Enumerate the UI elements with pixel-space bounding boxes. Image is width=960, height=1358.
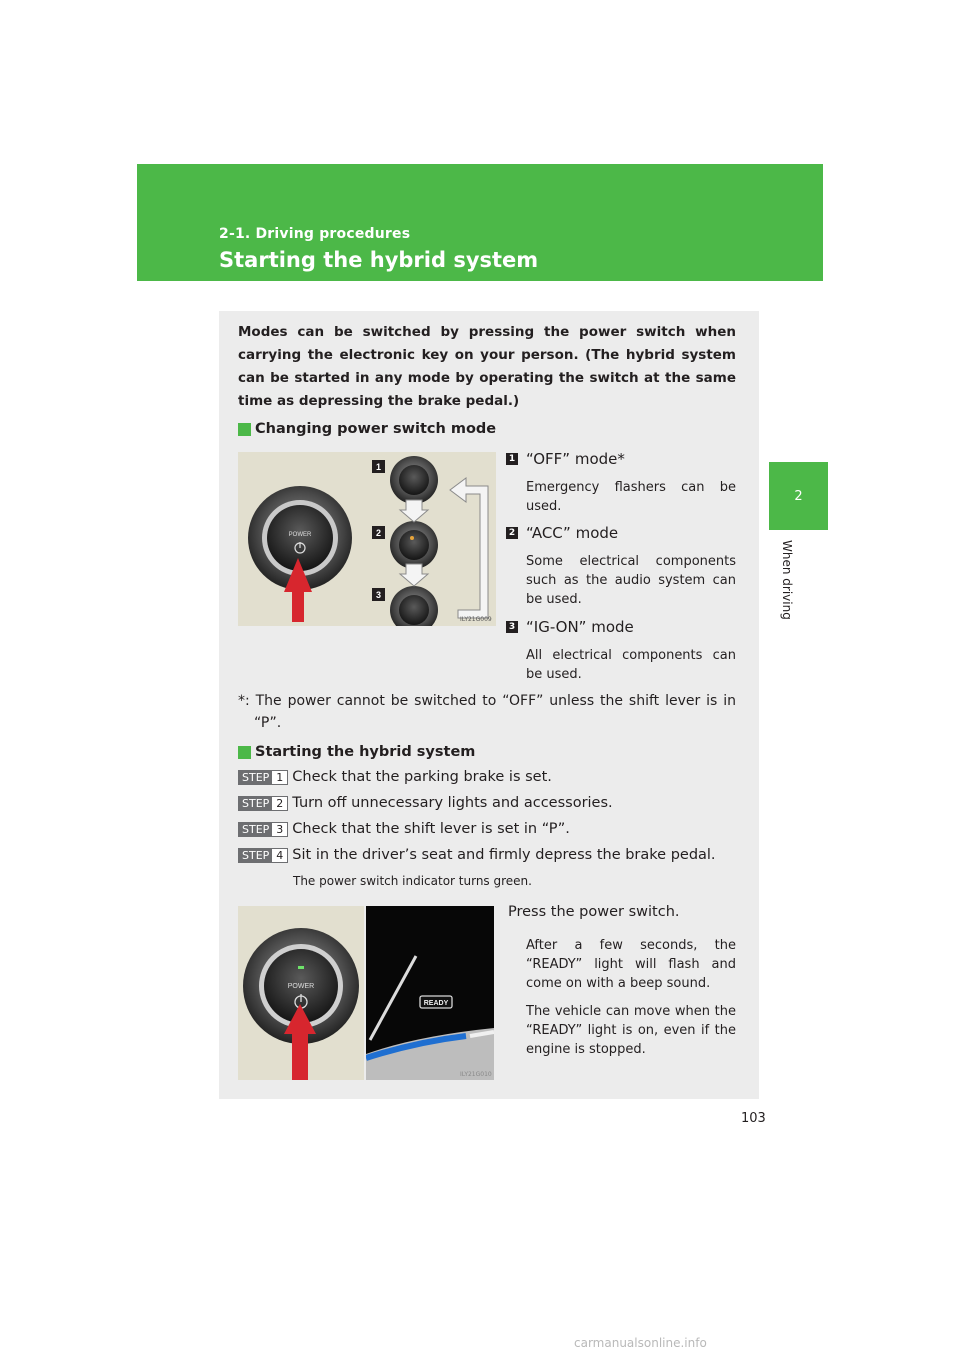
step-5-description: After a few seconds, the “READY” light will flash and come on with a beep sound. <box>526 938 736 991</box>
marker-2-icon: 2 <box>506 527 518 539</box>
chapter-header <box>137 164 823 281</box>
power-switch-mode-figure <box>238 452 496 626</box>
step-text: Turn off unnecessary lights and accessories. <box>292 795 613 811</box>
mode-description: All electrical components can be used. <box>526 648 736 682</box>
chapter-tab <box>769 462 828 530</box>
step-2 <box>238 795 613 811</box>
step-badge: STEP 4 <box>238 848 288 863</box>
footnote: *: The power cannot be switched to “OFF” unless the shift lever is in “P”. <box>238 693 736 731</box>
mode-off <box>506 450 625 468</box>
step-1 <box>238 769 552 785</box>
svg-text:POWER: POWER <box>287 983 315 990</box>
page-number: 103 <box>741 1111 766 1126</box>
step-text: Check that the parking brake is set. <box>292 769 552 785</box>
svg-text:2: 2 <box>375 528 382 538</box>
marker-3-icon: 3 <box>506 621 518 633</box>
ready-indicator-illustration <box>366 906 494 1080</box>
figure-code: ILY21G010 <box>460 1071 492 1078</box>
heading-square-icon <box>238 746 251 759</box>
heading-square-icon <box>238 423 251 436</box>
svg-text:POWER: POWER <box>288 532 312 538</box>
mode-description: Some electrical components such as the audio system can be used. <box>526 554 736 607</box>
step-badge: STEP 1 <box>238 770 288 785</box>
marker-1-icon: 1 <box>506 453 518 465</box>
section-label: 2-1. Driving procedures <box>219 226 411 242</box>
step-badge: STEP 2 <box>238 796 288 811</box>
section-heading-starting <box>238 744 475 760</box>
step-4-note: The power switch indicator turns green. <box>293 874 532 888</box>
step-5-description: The vehicle can move when the “READY” light is on, even if the engine is stopped. <box>526 1004 736 1057</box>
step-3 <box>238 821 570 837</box>
mode-ig-on <box>506 618 634 636</box>
section-heading-text: Starting the hybrid system <box>255 744 476 760</box>
mode-acc <box>506 524 618 542</box>
mode-description: Emergency flashers can be used. <box>526 480 736 514</box>
chapter-side-label: When driving <box>780 540 794 620</box>
figure-code: ILY21G009 <box>460 616 492 623</box>
section-heading-text: Changing power switch mode <box>255 421 497 437</box>
step-4 <box>238 847 716 863</box>
press-switch-figure <box>238 906 364 1080</box>
ready-indicator-figure <box>366 906 494 1080</box>
svg-text:1: 1 <box>375 462 382 472</box>
mode-name: “IG-ON” mode <box>526 618 634 636</box>
press-switch-illustration <box>238 906 364 1080</box>
step-text: Sit in the driver’s seat and firmly depress the brake pedal. <box>292 847 716 863</box>
section-heading-power-mode <box>238 421 496 437</box>
mode-name: “OFF” mode* <box>526 450 625 468</box>
step-badge: STEP 3 <box>238 822 288 837</box>
power-switch-mode-illustration <box>238 452 496 626</box>
intro-paragraph: Modes can be switched by pressing the power switch when carrying the electronic key on your person. (The hybrid system can be started in any mode by operating the switch at the same time as depressing the brake pedal.) <box>238 324 736 409</box>
svg-text:READY: READY <box>423 1000 449 1007</box>
svg-text:3: 3 <box>375 590 382 600</box>
step-5-text: Press the power switch. <box>508 904 680 920</box>
watermark: carmanualsonline.info <box>574 1336 707 1350</box>
mode-name: “ACC” mode <box>526 524 619 542</box>
chapter-tab-number: 2 <box>794 488 803 504</box>
page-title: Starting the hybrid system <box>219 248 539 272</box>
step-text: Check that the shift lever is set in “P”. <box>292 821 570 837</box>
